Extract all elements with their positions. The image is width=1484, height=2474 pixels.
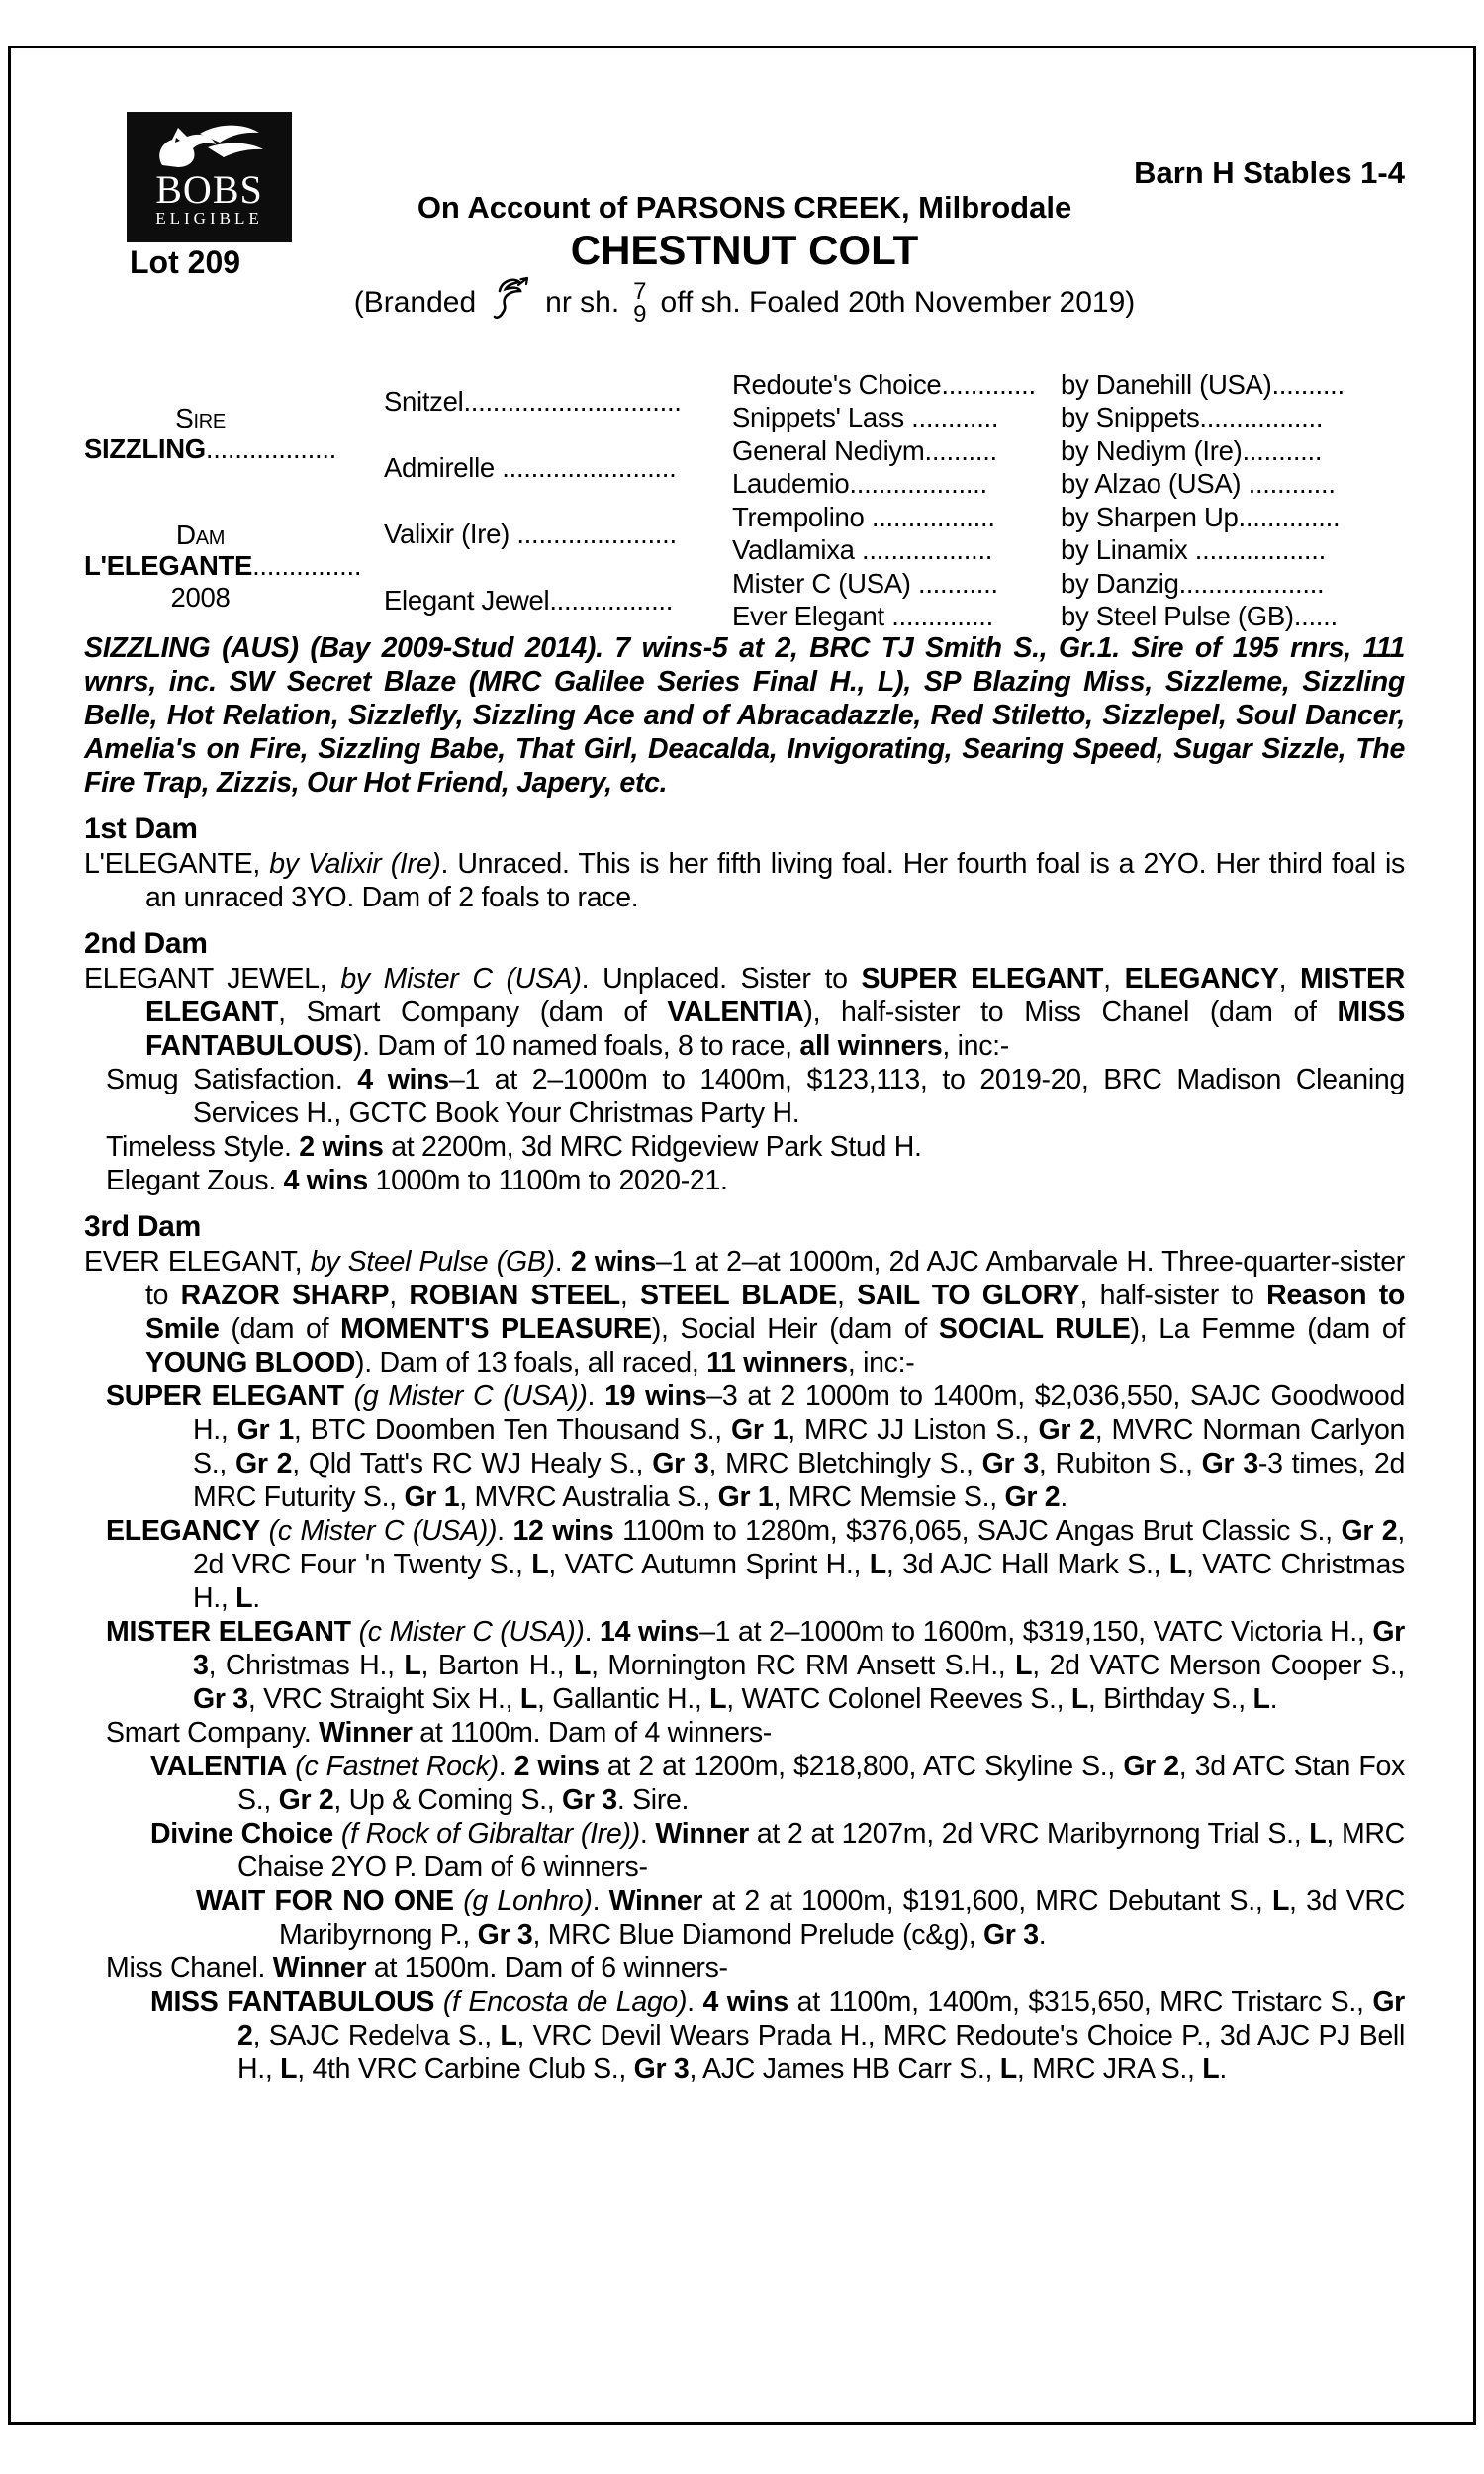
text-segment: L	[1202, 2053, 1220, 2085]
text-segment: SAIL TO GLORY	[857, 1280, 1080, 1311]
text-segment: , AJC James HB Carr S.,	[689, 2053, 1000, 2085]
text-segment: . Unplaced. Sister to	[581, 963, 862, 995]
header	[84, 156, 1405, 327]
sire-race-record: SIZZLING (AUS) (Bay 2009-Stud 2014). 7 wins-5 at 2, BRC TJ Smith S., Gr.1. Sire of 195 rnrs, 111 wnrs, inc. SW Secret Blaze (MRC Galilee Series Final H., L), SP Blazing Miss, Sizzleme, Sizzling Belle, Hot Relation, Sizzlefly, Sizzling Ace and of Abracadazzle, Red Stiletto, Sizzlepel, Soul Dancer, Amelia's on Fire, Sizzling Babe, That Girl, Deacalda, Invigorating, Searing Speed, Sugar Sizzle, The Fire Trap, Zizzis, Our Hot Friend, Japery, etc.	[84, 632, 1405, 799]
brand-mark-icon	[490, 273, 531, 321]
pedigree-gen3-row	[732, 501, 1405, 534]
text-segment: Timeless Style.	[106, 1131, 300, 1163]
text-segment: L	[1309, 1818, 1327, 1850]
text-segment: YOUNG BLOOD	[145, 1347, 356, 1379]
text-segment: ), Social Heir (dam of	[651, 1313, 939, 1345]
pedigree-paragraph	[84, 1884, 1405, 1951]
branded-nr-text: nr sh.	[545, 286, 620, 319]
pedigree-col-grandparents	[384, 368, 732, 633]
text-segment: 1000m to 1100m to 2020-21.	[367, 1165, 728, 1196]
text-segment: L	[404, 1650, 421, 1681]
text-segment: .	[639, 1818, 656, 1850]
text-segment: L	[235, 1582, 253, 1614]
text-segment	[351, 1616, 359, 1648]
dam-name-line	[84, 550, 384, 582]
text-segment: ), half-sister to Miss Chanel (dam of	[803, 997, 1338, 1028]
dam-sections	[84, 812, 1405, 2086]
text-segment: , Qld Tatt's RC WJ Healy S.,	[292, 1448, 653, 1479]
barn-location: Barn H Stables 1-4	[1134, 155, 1405, 190]
text-segment: Gr 3	[1201, 1448, 1258, 1479]
text-segment: Winner	[608, 1885, 703, 1917]
text-segment: Gr 2	[1004, 1481, 1061, 1513]
text-segment: MOMENT'S PLEASURE	[340, 1313, 652, 1345]
pedigree-paragraph	[84, 1245, 1405, 1380]
text-segment: L	[1271, 1885, 1290, 1917]
text-segment: MISS FANTABULOUS	[145, 997, 1405, 1062]
text-segment: 1100m to 1280m, $376,065, SAJC Angas Brut Classic S.,	[613, 1515, 1342, 1547]
text-segment: Gr 3	[477, 1919, 533, 1951]
brand-number-bottom: 9	[633, 301, 647, 328]
text-segment: ELEGANCY	[106, 1515, 260, 1547]
text-segment: .	[498, 1751, 514, 1782]
text-segment	[454, 1885, 463, 1917]
text-segment: , Christmas H.,	[208, 1650, 405, 1681]
text-segment: , VRC Straight Six H.,	[247, 1683, 520, 1715]
pedigree-paragraph	[84, 847, 1405, 914]
text-segment: . Sire.	[616, 1784, 690, 1816]
text-segment: L	[709, 1683, 727, 1715]
text-segment: L	[999, 2053, 1017, 2085]
text-segment: , Barton H.,	[420, 1650, 574, 1681]
text-segment: STEEL BLADE	[639, 1280, 837, 1311]
dam-name: L'ELEGANTE	[84, 550, 253, 581]
pedigree-gen3-sire: by Steel Pulse (GB)......	[1061, 601, 1338, 632]
pedigree-gen3-name: Mister C (USA) ...........	[732, 567, 998, 599]
text-segment: -3 times, 2d MRC Futurity S.,	[193, 1448, 1405, 1513]
dam-section-heading: 3rd Dam	[84, 1210, 201, 1243]
text-segment: Gr 3	[193, 1683, 248, 1715]
text-segment: , VATC Christmas H.,	[193, 1549, 1406, 1614]
text-segment: , Gallantic H.,	[536, 1683, 710, 1715]
pedigree-gen3-sire: by Snippets.................	[1061, 402, 1324, 433]
text-segment: .	[687, 1986, 703, 2018]
pedigree-col-parents	[84, 368, 384, 633]
text-segment: ,	[619, 1280, 640, 1311]
text-segment: Smart Company.	[106, 1717, 320, 1749]
text-segment: Gr 3	[562, 1784, 617, 1816]
pedigree-gen3-sire: by Sharpen Up..............	[1061, 501, 1341, 532]
text-segment: , SAJC Redelva S.,	[252, 2020, 501, 2051]
pedigree-gen3-row	[732, 368, 1405, 402]
text-segment: L	[500, 2020, 517, 2051]
pedigree-paragraph	[84, 1164, 1405, 1197]
text-segment: , half-sister to	[1079, 1280, 1267, 1311]
pedigree-gen3-name: Redoute's Choice.............	[732, 368, 1036, 400]
text-segment: VALENTIA	[667, 997, 804, 1028]
text-segment: .	[252, 1582, 260, 1614]
text-segment: 11 winners	[706, 1347, 848, 1379]
text-segment: Smug Satisfaction.	[106, 1064, 358, 1095]
text-segment: Gr 2	[1123, 1751, 1179, 1782]
text-segment: Gr 3	[193, 1616, 1405, 1681]
pedigree-table	[84, 368, 1405, 633]
pedigree-paragraph	[84, 1985, 1405, 2086]
text-segment: –1 at 2–1000m to 1600m, $319,150, VATC Victoria H.,	[699, 1616, 1373, 1648]
text-segment: at 2 at 1000m, $191,600, MRC Debutant S.,	[702, 1885, 1272, 1917]
pedigree-paragraph	[84, 1130, 1405, 1164]
text-segment: (dam of	[219, 1313, 341, 1345]
text-segment: ,	[389, 1280, 410, 1311]
text-segment	[333, 1818, 341, 1850]
text-segment: . Unraced. This is her fifth living foal. Her fourth foal is a 2YO. Her third foal is an unraced 3YO. Dam of 2 foals to race.	[145, 848, 1405, 913]
pedigree-gen3-sire: by Danehill (USA)..........	[1061, 368, 1345, 400]
pedigree-paragraph	[84, 1063, 1405, 1130]
text-segment: , Mornington RC RM Ansett S.H.,	[591, 1650, 1016, 1681]
text-segment: ,	[1103, 963, 1125, 995]
pedigree-gen3-sire: by Linamix ..................	[1061, 534, 1326, 566]
text-segment: .	[584, 1616, 601, 1648]
text-segment: ,	[1278, 963, 1301, 995]
pedigree-gen3-name: General Nediym..........	[732, 434, 997, 466]
text-segment: , MRC JJ Liston S.,	[788, 1414, 1039, 1446]
dam-section-heading: 2nd Dam	[84, 927, 208, 960]
text-segment: .	[587, 1380, 605, 1412]
text-segment: (c Mister C (USA))	[358, 1616, 585, 1648]
text-segment: ). Dam of 13 foals, all raced,	[355, 1347, 707, 1379]
lot-number: Lot 209	[130, 244, 241, 280]
pedigree-col-gen3	[732, 368, 1405, 633]
text-segment: ). Dam of 10 named foals, 8 to race,	[352, 1030, 800, 1062]
text-segment: , 3d VRC Maribyrnong P.,	[279, 1885, 1405, 1951]
dam-year: 2008	[170, 582, 231, 613]
text-segment: MISS FANTABULOUS	[150, 1986, 435, 2018]
text-segment: ROBIAN STEEL	[409, 1280, 620, 1311]
text-segment: , MRC JRA S.,	[1016, 2053, 1203, 2085]
dam-section-heading: 1st Dam	[84, 812, 198, 845]
logo-text-eligible: ELIGIBLE	[155, 209, 263, 228]
sire-role-label: Sire	[175, 403, 226, 433]
pedigree-gen3-row	[732, 601, 1405, 634]
text-segment	[260, 1515, 269, 1547]
pedigree-gen3-row	[732, 534, 1405, 568]
text-segment: 19 wins	[604, 1380, 707, 1412]
text-segment: SUPER ELEGANT	[861, 963, 1104, 995]
text-segment: Winner	[319, 1717, 413, 1749]
text-segment: .	[1060, 1481, 1067, 1513]
pedigree-gen3-row	[732, 434, 1405, 468]
text-segment: Gr 1	[404, 1481, 460, 1513]
text-segment: at 1100m, 1400m, $315,650, MRC Tristarc S.,	[788, 1986, 1373, 2018]
pedigree-gen3-sire: by Nediym (Ire)...........	[1061, 434, 1323, 466]
text-segment: , MRC Memsie S.,	[773, 1481, 1005, 1513]
pedigree-grandparent: Valixir (Ire) ......................	[384, 518, 677, 549]
text-segment: Gr 2	[1341, 1515, 1398, 1547]
pedigree-paragraph	[84, 1615, 1405, 1716]
pedigree-gen3-sire: by Alzao (USA) ............	[1061, 468, 1336, 500]
text-segment: , MRC Bletchingly S.,	[708, 1448, 982, 1479]
vendor-account: On Account of PARSONS CREEK, Milbrodale	[417, 190, 1072, 225]
text-segment: Divine Choice	[150, 1818, 333, 1850]
text-segment: Reason to Smile	[145, 1280, 1406, 1345]
text-segment: Gr 3	[652, 1448, 709, 1479]
text-segment: 2 wins	[570, 1246, 656, 1278]
text-segment: , Up & Coming S.,	[333, 1784, 563, 1816]
catalogue-body	[84, 631, 1405, 2086]
text-segment: Gr 2	[234, 1448, 293, 1479]
pedigree-paragraph	[84, 1750, 1405, 1817]
text-segment: at 2200m, 3d MRC Ridgeview Park Stud H.	[383, 1131, 922, 1163]
text-segment: Gr 3	[982, 1919, 1039, 1951]
text-segment: (c Mister C (USA))	[268, 1515, 498, 1547]
pedigree-paragraph	[84, 962, 1405, 1063]
text-segment: all winners	[799, 1030, 943, 1062]
pedigree-paragraph	[84, 1716, 1405, 1750]
text-segment: EVER ELEGANT,	[84, 1246, 311, 1278]
text-segment: (f Rock of Gibraltar (Ire))	[340, 1818, 640, 1850]
pedigree-paragraph	[84, 1514, 1405, 1615]
pedigree-sire-block	[84, 368, 384, 501]
text-segment: .	[592, 1885, 609, 1917]
pedigree-paragraph	[84, 1951, 1405, 1985]
text-segment: by Steel Pulse (GB)	[310, 1246, 555, 1278]
pedigree-paragraph	[84, 1380, 1405, 1514]
text-segment: at 2 at 1200m, $218,800, ATC Skyline S.,	[599, 1751, 1124, 1782]
text-segment: L	[1070, 1683, 1088, 1715]
brand-number-top: 7	[633, 278, 647, 305]
sire-name: SIZZLING	[84, 433, 206, 464]
text-segment: , VRC Devil Wears Prada H., MRC Redoute's Choice P., 3d AJC PJ Bell H.,	[237, 2020, 1405, 2085]
branded-close-text: off sh. Foaled 20th November 2019)	[660, 286, 1136, 319]
text-segment: Gr 2	[1038, 1414, 1095, 1446]
pedigree-grandparent: Admirelle ........................	[384, 451, 677, 483]
text-segment: , WATC Colonel Reeves S.,	[726, 1683, 1071, 1715]
text-segment: L	[573, 1650, 592, 1681]
brand-number	[633, 280, 646, 326]
text-segment: , 4th VRC Carbine Club S.,	[297, 2053, 634, 2085]
pedigree-gen3-name: Vadlamixa ..................	[732, 534, 993, 566]
pedigree-grandparent: Snitzel..............................	[384, 385, 682, 417]
text-segment: SUPER ELEGANT	[106, 1380, 344, 1412]
text-segment: (c Fastnet Rock)	[295, 1751, 499, 1782]
text-segment: ELEGANCY	[1124, 963, 1279, 995]
text-segment: Gr 1	[717, 1481, 774, 1513]
sire-name-line	[84, 433, 384, 465]
text-segment: , MVRC Norman Carlyon S.,	[193, 1414, 1406, 1479]
text-segment: .	[1269, 1683, 1278, 1715]
text-segment: Gr 3	[981, 1448, 1039, 1479]
text-segment: MISTER ELEGANT	[106, 1616, 351, 1648]
text-segment: 14 wins	[600, 1616, 700, 1648]
pedigree-grandparent: Elegant Jewel.................	[384, 584, 674, 616]
text-segment: 4 wins	[357, 1064, 449, 1095]
text-segment: 2 wins	[513, 1751, 600, 1782]
text-segment: Gr 1	[236, 1414, 294, 1446]
text-segment: ,	[836, 1280, 858, 1311]
text-segment: , 3d ATC Stan Fox S.,	[237, 1751, 1405, 1816]
pedigree-gen3-row	[732, 567, 1405, 601]
branding-line	[84, 279, 1405, 327]
text-segment: , inc:-	[847, 1347, 915, 1379]
text-segment: , MRC Blue Diamond Prelude (c&g),	[532, 1919, 983, 1951]
text-segment: at 2 at 1207m, 2d VRC Maribyrnong Trial S.,	[748, 1818, 1310, 1850]
logo-text-bobs: BOBS	[155, 167, 263, 212]
pedigree-gen3-name: Snippets' Lass ............	[732, 402, 999, 433]
text-segment: 4 wins	[283, 1165, 368, 1196]
text-segment: Winner	[272, 1952, 367, 1984]
text-segment: VALENTIA	[150, 1751, 287, 1782]
dam-leader-dots: ...............	[252, 550, 362, 581]
text-segment: Gr 1	[730, 1414, 788, 1446]
pedigree-gen3-name: Laudemio...................	[732, 468, 987, 500]
text-segment: by Valixir (Ire)	[269, 848, 441, 880]
text-segment: , MVRC Australia S.,	[459, 1481, 718, 1513]
text-segment: , 3d AJC Hall Mark S.,	[885, 1549, 1169, 1580]
text-segment: L	[869, 1549, 886, 1580]
text-segment: –1 at 2–1000m to 1400m, $123,113, to 2019-20, BRC Madison Cleaning Services H., GCTC Book Your Christmas Party H.	[193, 1064, 1405, 1129]
text-segment: L	[1168, 1549, 1186, 1580]
text-segment: , 2d VATC Merson Cooper S.,	[1032, 1650, 1405, 1681]
text-segment: L	[280, 2053, 298, 2085]
pedigree-gen3-name: Trempolino .................	[732, 501, 995, 532]
text-segment: L	[531, 1549, 549, 1580]
text-segment: at 1500m. Dam of 6 winners-	[366, 1952, 728, 1984]
text-segment: –3 at 2 1000m to 1400m, $2,036,550, SAJC Goodwood H.,	[193, 1380, 1405, 1446]
text-segment: –1 at 2–at 1000m, 2d AJC Ambarvale H. Three-quarter-sister to	[145, 1246, 1405, 1311]
text-segment: (g Lonhro)	[463, 1885, 593, 1917]
text-segment: Elegant Zous.	[106, 1165, 284, 1196]
text-segment: 12 wins	[512, 1515, 614, 1547]
text-segment: L	[1252, 1683, 1270, 1715]
text-segment: 2 wins	[299, 1131, 384, 1163]
branded-open-text: (Branded	[353, 286, 477, 319]
dam-role-label: Dam	[175, 520, 226, 550]
text-segment: , VATC Autumn Sprint H.,	[548, 1549, 870, 1580]
text-segment: ELEGANT JEWEL,	[84, 963, 341, 995]
text-segment: RAZOR SHARP	[180, 1280, 390, 1311]
text-segment: , 2d VRC Four 'n Twenty S.,	[193, 1515, 1405, 1580]
text-segment	[434, 1986, 443, 2018]
text-segment: ), La Femme (dam of	[1130, 1313, 1405, 1345]
text-segment: (f Encosta de Lago)	[442, 1986, 688, 2018]
text-segment: 4 wins	[702, 1986, 788, 2018]
text-segment: , BTC Doomben Ten Thousand S.,	[293, 1414, 731, 1446]
pedigree-gen3-sire: by Danzig....................	[1061, 567, 1325, 599]
text-segment: Gr 2	[237, 1986, 1405, 2051]
text-segment: SOCIAL RULE	[938, 1313, 1131, 1345]
text-segment: at 1100m. Dam of 4 winners-	[412, 1717, 772, 1749]
text-segment: Winner	[655, 1818, 749, 1850]
pedigree-gen3-row	[732, 402, 1405, 435]
text-segment: L	[1015, 1650, 1033, 1681]
text-segment: Gr 2	[278, 1784, 334, 1816]
text-segment: MISTER ELEGANT	[145, 963, 1405, 1028]
text-segment: , Birthday S.,	[1087, 1683, 1253, 1715]
text-segment: by Mister C (USA)	[340, 963, 582, 995]
sire-leader-dots: ..................	[205, 433, 337, 464]
pedigree-gen3-row	[732, 468, 1405, 502]
text-segment	[344, 1380, 354, 1412]
text-segment: L	[519, 1683, 537, 1715]
text-segment: .	[497, 1515, 513, 1547]
text-segment: .	[1038, 1919, 1047, 1951]
text-segment: L'ELEGANTE,	[84, 848, 270, 880]
text-segment: , inc:-	[942, 1030, 1009, 1062]
text-segment: WAIT FOR NO ONE	[196, 1885, 454, 1917]
text-segment: Gr 3	[633, 2053, 690, 2085]
text-segment: , Rubiton S.,	[1038, 1448, 1202, 1479]
text-segment: .	[1219, 2053, 1228, 2085]
page-title: CHESTNUT COLT	[570, 227, 919, 273]
pedigree-paragraph	[84, 1817, 1405, 1884]
text-segment: , MRC Chaise 2YO P. Dam of 6 winners-	[237, 1818, 1405, 1883]
pedigree-gen3-name: Ever Elegant ..............	[732, 601, 993, 632]
text-segment: (g Mister C (USA))	[353, 1380, 588, 1412]
text-segment: .	[554, 1246, 571, 1278]
text-segment: , Smart Company (dam of	[278, 997, 668, 1028]
pedigree-dam-block	[84, 501, 384, 633]
text-segment: Miss Chanel.	[106, 1952, 273, 1984]
